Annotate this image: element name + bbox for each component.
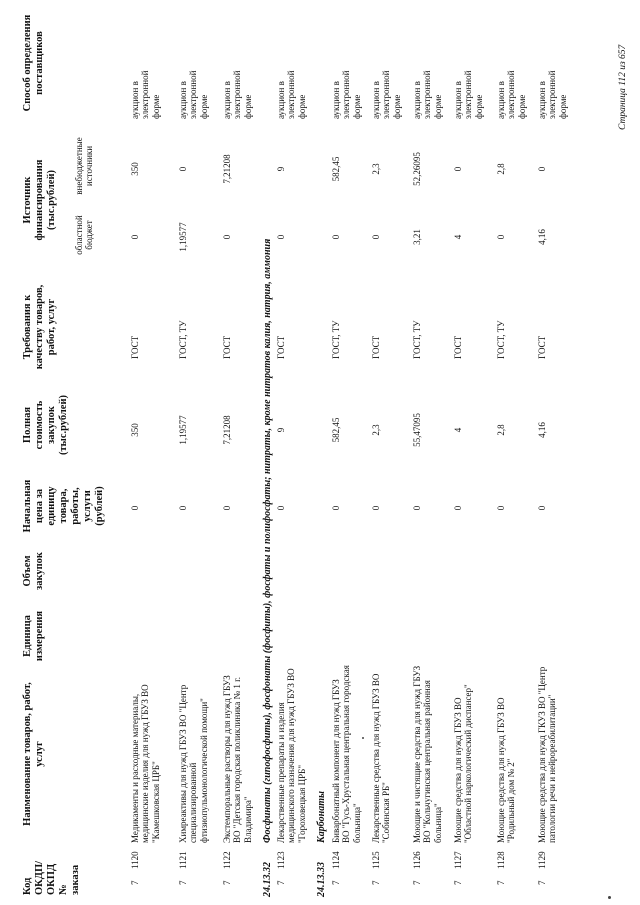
header-funding-regional: областной бюджет <box>74 215 95 255</box>
header-funding-extra: внебюджетные источники <box>74 137 95 195</box>
group-code-2: 24.13.33 <box>316 862 327 897</box>
row-1121-extra: 0 <box>178 166 188 172</box>
row-1128-extra: 2,8 <box>496 163 506 175</box>
row-1120-price: 0 <box>130 505 140 511</box>
row-1126-prefix: 7 <box>412 880 422 885</box>
row-1125-name: Лекарственные средства для нужд ГБУЗ ВО "Собинская РБ" <box>371 673 392 843</box>
row-1129-prefix: 7 <box>537 880 547 885</box>
row-1123-req: ГОСТ <box>276 335 286 359</box>
row-1129-total: 4,16 <box>537 422 547 438</box>
header-code: Код ОКДП/ ОКПД № заказа <box>22 860 82 895</box>
row-1126-method: аукцион в электронной форме <box>412 70 443 119</box>
row-1121-order: 1121 <box>178 851 188 869</box>
row-1124-req: ГОСТ, ТУ <box>331 320 341 359</box>
row-1127-order: 1127 <box>453 851 463 869</box>
row-1122-req: ГОСТ <box>222 335 232 359</box>
header-method: Способ определения поставщиков <box>22 14 46 112</box>
row-1120-total: 350 <box>130 423 140 437</box>
row-1128-prefix: 7 <box>496 880 506 885</box>
row-1125-method: аукцион в электронной форме <box>371 70 402 119</box>
row-1126-price: 0 <box>412 505 422 511</box>
row-1127-name: Моющие средства для нужд ГБУЗ ВО "Областной наркологический диспансер" <box>453 684 474 843</box>
row-1124-regional: 0 <box>331 234 341 240</box>
row-1129-price: 0 <box>537 505 547 511</box>
row-1129-req: ГОСТ <box>537 335 547 359</box>
row-1120-method: аукцион в электронной форме <box>130 70 161 119</box>
header-volume: Объем закупок <box>22 552 46 590</box>
header-funding: Источник финансирования (тыс.рублей) <box>22 159 58 241</box>
row-1122-name: Экстемпоральные растворы для нужд ГБУЗ ВО "Детская городская поликлиника № 1 г. Владимира" <box>222 675 253 843</box>
group-code-1: 24.13.32 <box>262 862 273 897</box>
row-1128-order: 1128 <box>496 851 506 869</box>
row-1125-total: 2,3 <box>371 424 381 436</box>
group-title-2: Карбонаты <box>316 791 327 843</box>
row-1123-regional: 0 <box>276 234 286 240</box>
row-1123-order: 1123 <box>276 851 286 869</box>
row-1125-prefix: 7 <box>371 880 381 885</box>
scan-speck <box>608 896 611 899</box>
row-1122-price: 0 <box>222 505 232 511</box>
row-1123-method: аукцион в электронной форме <box>276 70 307 119</box>
scan-speck <box>362 737 364 739</box>
row-1126-name: Моющие и чистящие средства для нужд ГБУЗ ВО "Кольчугинская центральная районная больница" <box>412 665 443 843</box>
row-1129-extra: 0 <box>537 166 547 172</box>
header-unit: Единица измерения <box>22 610 46 662</box>
row-1127-price: 0 <box>453 505 463 511</box>
row-1125-order: 1125 <box>371 851 381 869</box>
row-1129-order: 1129 <box>537 851 547 869</box>
header-price: Начальная цена за единицу товара, работы, услуги (рублей) <box>22 479 106 533</box>
row-1121-regional: 1,19577 <box>178 222 188 252</box>
group-title-1: Фосфинаты (гипофосфиты), фосфонаты (фосфиты), фосфаты и полифосфаты; нитраты, кроме нитратов калия, натрия, аммония <box>262 238 273 843</box>
row-1127-regional: 4 <box>453 234 463 240</box>
row-1127-prefix: 7 <box>453 880 463 885</box>
row-1123-price: 0 <box>276 505 286 511</box>
row-1120-name: Медикаменты и расходные материалы, медицинские изделия для нужд ГБУЗ ВО "Камешковская ЦРБ" <box>130 684 161 843</box>
row-1122-extra: 7,21208 <box>222 154 232 184</box>
row-1121-name: Химреактивы для нужд ГБУЗ ВО "Центр специализированной фтизиопульмонологической помощи" <box>178 684 209 843</box>
row-1125-price: 0 <box>371 505 381 511</box>
row-1126-order: 1126 <box>412 851 422 869</box>
row-1124-total: 582,45 <box>331 417 341 443</box>
row-1129-regional: 4,16 <box>537 229 547 245</box>
row-1121-req: ГОСТ, ТУ <box>178 320 188 359</box>
row-1128-req: ГОСТ, ТУ <box>496 320 506 359</box>
row-1124-prefix: 7 <box>331 880 341 885</box>
row-1120-regional: 0 <box>130 234 140 240</box>
row-1128-price: 0 <box>496 505 506 511</box>
row-1122-regional: 0 <box>222 234 232 240</box>
row-1122-method: аукцион в электронной форме <box>222 70 253 119</box>
row-1123-prefix: 7 <box>276 880 286 885</box>
page-footer: Страница 112 из 657 <box>618 44 628 130</box>
row-1125-req: ГОСТ <box>371 335 381 359</box>
row-1122-total: 7,21208 <box>222 415 232 445</box>
row-1127-method: аукцион в электронной форме <box>453 70 484 119</box>
row-1127-extra: 0 <box>453 166 463 172</box>
row-1129-method: аукцион в электронной форме <box>537 70 568 119</box>
row-1122-order: 1122 <box>222 851 232 869</box>
row-1123-name: Лекарственные препараты и изделия медицинского назначения для нужд ГБУЗ ВО "Гороховецкая ЦРБ" <box>276 668 307 843</box>
row-1120-extra: 350 <box>130 162 140 176</box>
row-1124-order: 1124 <box>331 851 341 869</box>
row-1126-regional: 3,21 <box>412 229 422 245</box>
row-1124-extra: 582,45 <box>331 156 341 182</box>
header-requirements: Требования к качеству товаров, работ, услуг <box>22 284 58 370</box>
header-total: Полная стоимость закупок (тыс.рублей) <box>22 394 70 456</box>
row-1124-name: Биварбонатный компонент для нужд ГБУЗ ВО "Гусь-Хрустальная центральная городская больница" <box>331 665 362 843</box>
row-1125-extra: 2,3 <box>371 163 381 175</box>
row-1126-req: ГОСТ, ТУ <box>412 320 422 359</box>
row-1126-total: 55,47095 <box>412 413 422 447</box>
row-1122-prefix: 7 <box>222 880 232 885</box>
row-1124-price: 0 <box>331 505 341 511</box>
row-1121-total: 1,19577 <box>178 415 188 445</box>
row-1126-extra: 52,26095 <box>412 152 422 186</box>
row-1127-total: 4 <box>453 427 463 433</box>
row-1120-order: 1120 <box>130 851 140 869</box>
row-1128-regional: 0 <box>496 234 506 240</box>
row-1120-req: ГОСТ <box>130 335 140 359</box>
row-1123-total: 9 <box>276 427 286 433</box>
row-1127-req: ГОСТ <box>453 335 463 359</box>
row-1121-price: 0 <box>178 505 188 511</box>
row-1121-prefix: 7 <box>178 880 188 885</box>
row-1128-method: аукцион в электронной форме <box>496 70 527 119</box>
row-1125-regional: 0 <box>371 234 381 240</box>
row-1129-name: Моющие средства для нужд ГКУЗ ВО "Центр патологии речи и нейрореабилитации" <box>537 666 558 843</box>
row-1128-total: 2,8 <box>496 424 506 436</box>
header-name: Наименование товаров, работ, услуг <box>22 682 46 826</box>
row-1124-method: аукцион в электронной форме <box>331 70 362 119</box>
row-1120-prefix: 7 <box>130 880 140 885</box>
row-1123-extra: 9 <box>276 166 286 172</box>
row-1128-name: Моющие средства для нужд ГБУЗ ВО "Родильный дом № 2" <box>496 697 517 843</box>
row-1121-method: аукцион в электронной форме <box>178 70 209 119</box>
